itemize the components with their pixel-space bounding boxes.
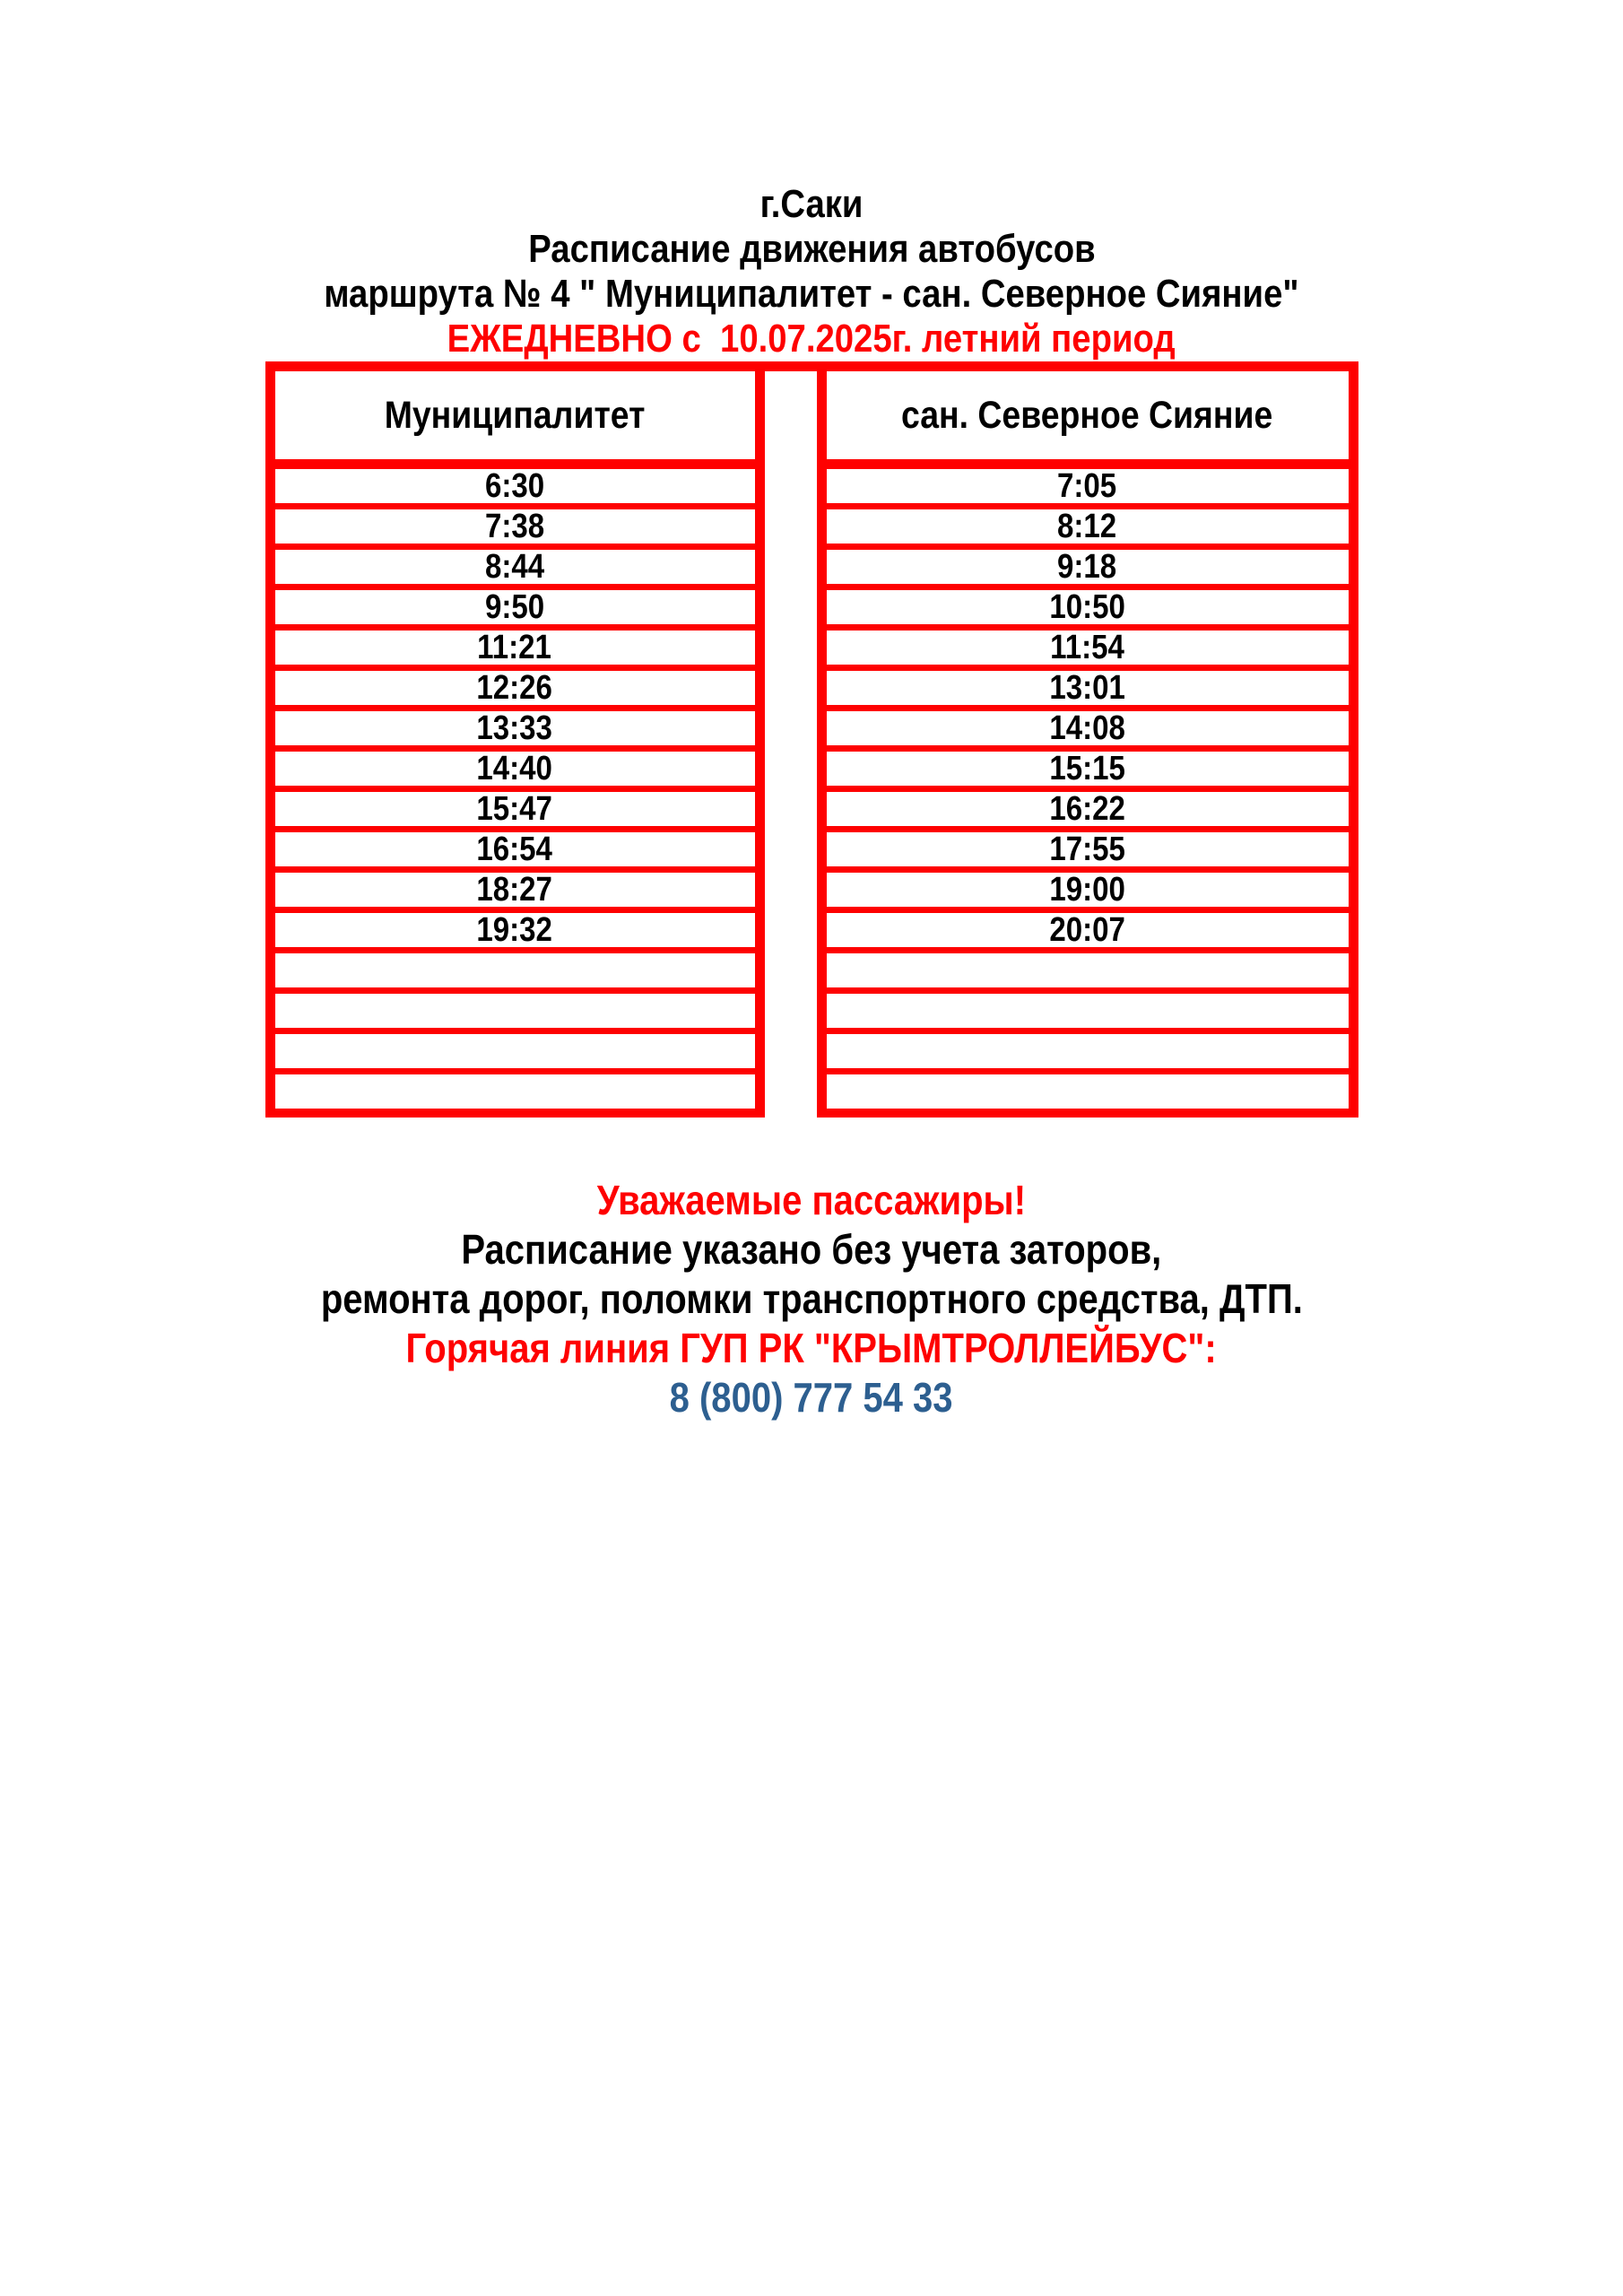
route-title: маршрута № 4 " Муниципалитет - сан. Северное Сияние" [324, 272, 1299, 316]
timetable-municipality [265, 371, 765, 1118]
timetable-columns [265, 361, 1358, 1118]
timetable-row [827, 587, 1349, 631]
timetable-row [275, 910, 755, 953]
departure-time: 17:55 [1049, 830, 1125, 868]
timetable-row [275, 466, 755, 509]
departure-time: 14:08 [1049, 709, 1125, 747]
timetable-row-empty [827, 953, 1349, 994]
departure-time: 8:12 [1057, 507, 1117, 545]
page-footer [0, 1176, 1623, 1422]
departure-time: 11:21 [477, 628, 552, 666]
timetable-row [275, 668, 755, 711]
timetable-row-empty [827, 994, 1349, 1034]
timetable-row-empty [275, 953, 755, 994]
departure-time: 13:33 [476, 709, 553, 747]
disclaimer-line-1: Расписание указано без учета заторов, [461, 1226, 1162, 1273]
page-header [0, 0, 1623, 361]
departure-time: 6:30 [484, 466, 545, 505]
hotline-label: Горячая линия ГУП РК "КРЫМТРОЛЛЕЙБУС": [405, 1325, 1218, 1371]
timetable-row [827, 628, 1349, 671]
city-title: г.Саки [759, 182, 864, 226]
timetable-row [275, 628, 755, 671]
timetable-row [275, 870, 755, 913]
timetable-row [275, 832, 755, 873]
departure-time: 7:38 [484, 507, 545, 545]
timetable-row [275, 587, 755, 631]
passengers-notice: Уважаемые пассажиры! [596, 1177, 1027, 1223]
schedule-title: Расписание движения автобусов [527, 227, 1096, 271]
departure-time: 9:18 [1057, 547, 1117, 586]
departure-time: 16:54 [476, 830, 553, 868]
timetable-row [275, 547, 755, 590]
departure-time: 15:15 [1049, 749, 1125, 787]
departure-time: 7:05 [1057, 466, 1117, 505]
departure-time: 20:07 [1049, 910, 1125, 949]
timetable-row [275, 789, 755, 832]
departure-time: 15:47 [476, 789, 553, 828]
timetable-row [827, 466, 1349, 509]
timetable-row [827, 749, 1349, 792]
departure-time: 19:32 [476, 910, 553, 949]
hotline-phone: 8 (800) 777 54 33 [670, 1374, 953, 1421]
timetable-row-empty [275, 994, 755, 1034]
timetable-sanatorium [817, 371, 1358, 1118]
timetable-row-empty [275, 1074, 755, 1109]
departure-time: 18:27 [476, 870, 553, 909]
column-header-municipality: Муниципалитет [275, 371, 755, 469]
validity-period: ЕЖЕДНЕВНО с 10.07.2025г. летний период [447, 317, 1176, 361]
departure-time: 8:44 [484, 547, 545, 586]
timetable-row [827, 547, 1349, 590]
timetable-row [827, 668, 1349, 711]
timetable-row [275, 509, 755, 550]
timetable-row [827, 870, 1349, 913]
timetable-row [275, 749, 755, 792]
departure-time: 11:54 [1050, 628, 1124, 666]
timetable-row [827, 711, 1349, 752]
timetable-row [827, 910, 1349, 953]
timetable-row-empty [827, 1034, 1349, 1074]
timetable-row [827, 789, 1349, 832]
departure-time: 10:50 [1049, 587, 1125, 626]
timetable-row [827, 509, 1349, 550]
departure-time: 12:26 [476, 668, 553, 707]
column-header-sanatorium: сан. Северное Сияние [827, 371, 1349, 469]
timetable-row [827, 832, 1349, 873]
departure-time: 14:40 [476, 749, 553, 787]
timetable-row-empty [275, 1034, 755, 1074]
timetable-row [275, 711, 755, 752]
departure-time: 9:50 [484, 587, 545, 626]
departure-time: 16:22 [1049, 789, 1125, 828]
departure-time: 19:00 [1049, 870, 1125, 909]
disclaimer-line-2: ремонта дорог, поломки транспортного средства, ДТП. [320, 1275, 1303, 1322]
departure-time: 13:01 [1049, 668, 1125, 707]
timetable-row-empty [827, 1074, 1349, 1109]
